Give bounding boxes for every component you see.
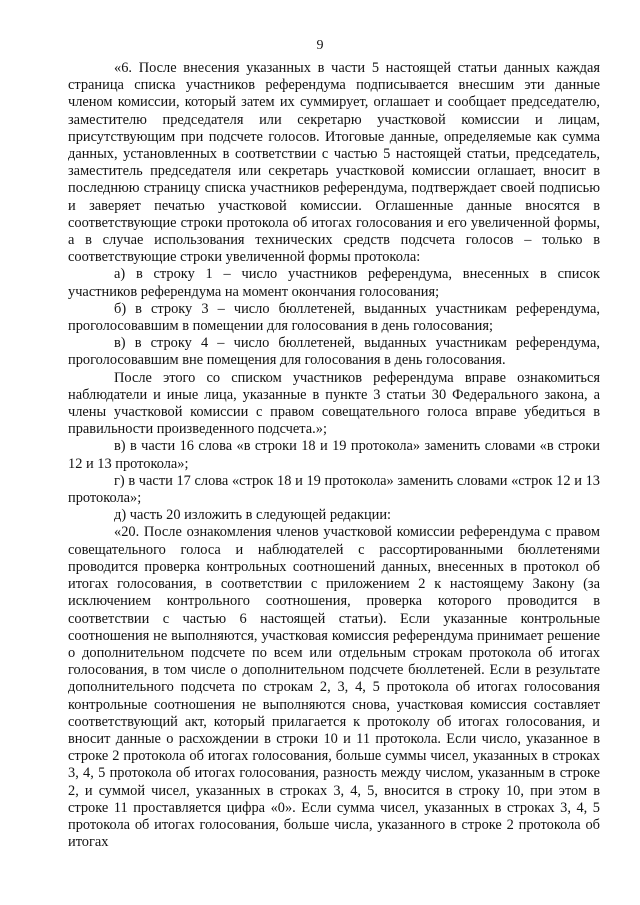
paragraph: «6. После внесения указанных в части 5 настоящей статьи данных каждая страница списка участников референдума подписывается внесшим эти данные членом комиссии, который затем их суммирует, оглашает и сообщает председателю, заместителю председателя или секретарю участковой комиссии и лицам, присутствующим при подсчете голосов. Итоговые данные, определяемые как сумма данных, установленных в соответствии с частью 5 настоящей статьи, председатель, заместитель председателя или секретарь участковой комиссии оглашает, вносит в последнюю страницу списка участников референдума, подтверждает своей подписью и заверяет печатью участковой комиссии. Оглашенные данные вносятся в соответствующие строки протокола об итогах голосования и его увеличенной формы, а в случае использования технических средств подсчета голосов – только в соответствующие строки увеличенной формы протокола: (68, 60, 600, 266)
page-number: 9 (316, 38, 324, 53)
paragraph: в) в части 16 слова «в строки 18 и 19 протокола» заменить словами «в строки 12 и 13 протокола»; (68, 438, 600, 472)
paragraph: После этого со списком участников референдума вправе ознакомиться наблюдатели и иные лица, указанные в пункте 3 статьи 30 Федерального закона, а члены участковой комиссии с правом совещательного голоса вправе убедиться в правильности произведенного подсчета.»; (68, 369, 600, 438)
document-body (68, 60, 600, 851)
paragraph: «20. После ознакомления членов участковой комиссии референдума с правом совещательного голоса и наблюдателей с рассортированными бюллетенями проводится проверка контрольных соотношений данных, внесенных в протокол об итогах голосования, в соответствии с приложением 2 к настоящему Закону (за исключением контрольного соотношения, проверка которого проводится в соответствии с частью 6 настоящей статьи). Если указанные контрольные соотношения не выполняются, участковая комиссия референдума принимает решение о дополнительном подсчете по всем или отдельным строкам протокола об итогах голосования, в том числе о дополнительном подсчете бюллетеней. Если в результате дополнительного подсчета по строкам 2, 3, 4, 5 протокола об итогах голосования контрольные соотношения не выполняются снова, участковая комиссия составляет соответствующий акт, который прилагается к протоколу об итогах голосования, и вносит данные о расхождении в строки 10 и 11 протокола. Если число, указанное в строке 2 протокола об итогах голосования, больше суммы чисел, указанных в строках 3, 4, 5 протокола об итогах голосования, разность между числом, указанным в строке 2, и суммой чисел, указанных в строках 3, 4, 5, вносится в строку 10, при этом в строке 11 проставляется цифра «0». Если сумма чисел, указанных в строках 3, 4, 5 протокола об итогах голосования, больше числа, указанного в строке 2 протокола об итогах (68, 524, 600, 851)
paragraph: д) часть 20 изложить в следующей редакции: (114, 507, 392, 524)
paragraph: б) в строку 3 – число бюллетеней, выданных участникам референдума, проголосовавшим в помещении для голосования в день голосования; (68, 300, 600, 335)
paragraph: г) в части 17 слова «строк 18 и 19 протокола» заменить словами «строк 12 и 13 протокола»; (68, 472, 600, 507)
paragraph: а) в строку 1 – число участников референдума, внесенных в список участников референдума на момент окончания голосования; (68, 266, 600, 300)
paragraph: в) в строку 4 – число бюллетеней, выданных участникам референдума, проголосовавшим вне помещения для голосования в день голосования. (68, 335, 600, 369)
